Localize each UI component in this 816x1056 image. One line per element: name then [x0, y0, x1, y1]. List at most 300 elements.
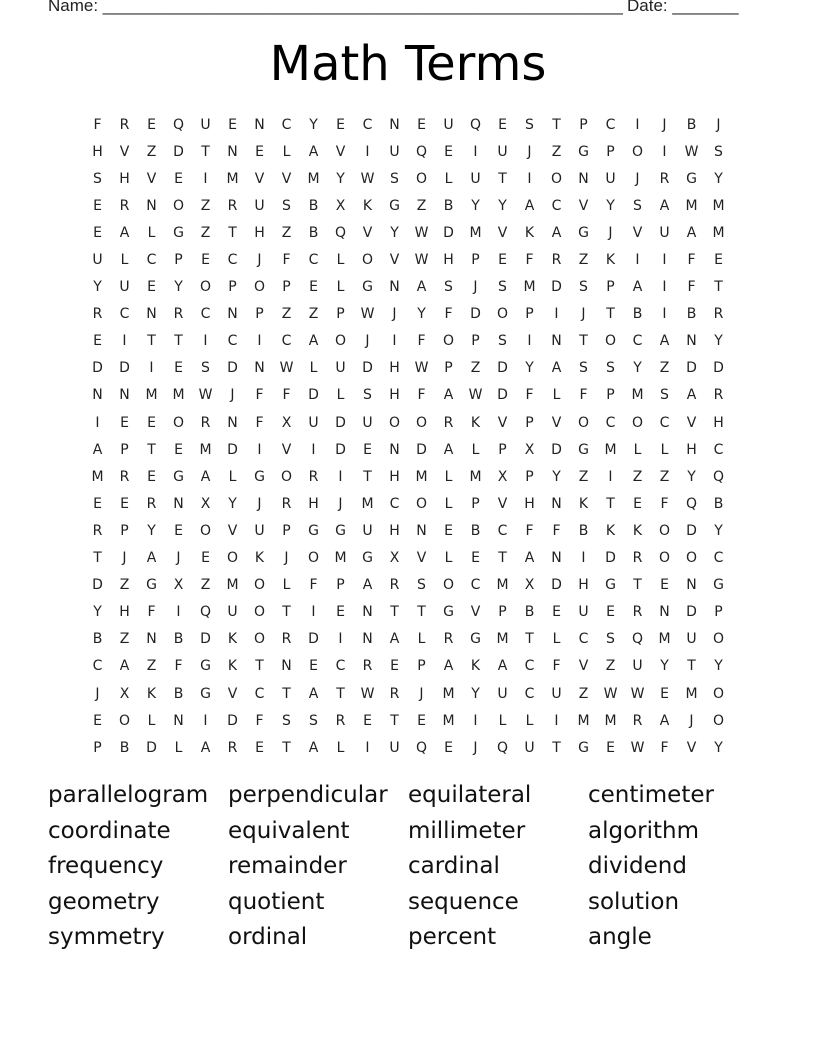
- grid-letter: O: [442, 333, 455, 350]
- grid-letter: Z: [551, 143, 562, 160]
- grid-letter: M: [172, 387, 185, 404]
- grid-letter: M: [604, 712, 617, 729]
- grid-letter: N: [146, 306, 157, 323]
- grid-letter: M: [226, 170, 239, 187]
- grid-letter: O: [388, 414, 401, 431]
- grid-letter: F: [687, 252, 696, 269]
- grid-letter: R: [146, 495, 157, 512]
- grid-letter: L: [336, 279, 345, 296]
- grid-letter: R: [551, 252, 562, 269]
- name-field-label: Name: _______________________________________________________: [48, 0, 623, 15]
- grid-letter: R: [632, 550, 643, 567]
- grid-letter: D: [551, 577, 562, 594]
- grid-letter: O: [712, 631, 725, 648]
- grid-letter: F: [660, 739, 669, 756]
- grid-letter: S: [660, 387, 669, 404]
- grid-letter: G: [470, 631, 481, 648]
- grid-letter: R: [173, 306, 184, 323]
- grid-letter: G: [443, 604, 454, 621]
- grid-letter: V: [578, 658, 589, 675]
- grid-letter: P: [471, 495, 480, 512]
- grid-letter: P: [498, 441, 507, 458]
- grid-letter: E: [174, 360, 183, 377]
- grid-letter: B: [308, 197, 319, 214]
- grid-letter: T: [390, 604, 399, 621]
- grid-letter: U: [389, 143, 400, 160]
- grid-letter: K: [632, 522, 643, 539]
- grid-letter: A: [200, 468, 211, 485]
- word-bank-item: millimeter: [408, 817, 526, 844]
- grid-letter: Y: [714, 739, 723, 756]
- grid-letter: T: [147, 333, 156, 350]
- grid-letter: L: [147, 224, 156, 241]
- grid-letter: O: [334, 333, 347, 350]
- grid-letter: L: [552, 631, 561, 648]
- grid-letter: U: [632, 658, 643, 675]
- grid-letter: M: [685, 197, 698, 214]
- grid-letter: J: [662, 116, 667, 133]
- grid-letter: C: [335, 658, 346, 675]
- grid-letter: A: [92, 441, 103, 458]
- grid-letter: G: [578, 739, 589, 756]
- grid-letter: R: [92, 306, 103, 323]
- grid-letter: E: [255, 143, 264, 160]
- grid-letter: J: [176, 550, 181, 567]
- grid-letter: U: [470, 170, 481, 187]
- grid-letter: C: [578, 631, 589, 648]
- grid-letter: P: [282, 522, 291, 539]
- grid-letter: U: [659, 224, 670, 241]
- grid-letter: H: [713, 414, 724, 431]
- grid-letter: M: [469, 224, 482, 241]
- grid-letter: W: [414, 252, 429, 269]
- grid-letter: Z: [146, 143, 157, 160]
- grid-letter: F: [660, 495, 669, 512]
- grid-letter: U: [200, 116, 211, 133]
- grid-letter: V: [227, 522, 238, 539]
- grid-letter: Y: [336, 170, 345, 187]
- grid-letter: A: [497, 658, 508, 675]
- grid-letter: A: [632, 279, 643, 296]
- grid-letter: C: [281, 116, 292, 133]
- grid-letter: V: [551, 414, 562, 431]
- grid-letter: G: [578, 143, 589, 160]
- grid-letter: J: [581, 306, 586, 323]
- grid-letter: I: [365, 739, 370, 756]
- grid-letter: Z: [605, 658, 616, 675]
- grid-letter: G: [578, 224, 589, 241]
- grid-letter: N: [92, 387, 103, 404]
- grid-letter: O: [658, 550, 671, 567]
- grid-letter: X: [335, 197, 346, 214]
- grid-letter: X: [497, 468, 508, 485]
- grid-letter: D: [146, 739, 157, 756]
- grid-letter: A: [443, 441, 454, 458]
- grid-letter: D: [686, 360, 697, 377]
- grid-letter: L: [525, 712, 534, 729]
- grid-letter: M: [307, 170, 320, 187]
- grid-row: [84, 111, 732, 138]
- grid-letter: G: [578, 441, 589, 458]
- grid-letter: I: [635, 252, 640, 269]
- word-bank-item: ordinal: [228, 924, 308, 951]
- grid-letter: U: [308, 414, 319, 431]
- grid-letter: E: [552, 604, 561, 621]
- grid-letter: D: [497, 387, 508, 404]
- grid-letter: N: [281, 658, 292, 675]
- grid-letter: A: [443, 387, 454, 404]
- grid-letter: C: [119, 306, 130, 323]
- grid-letter: E: [93, 712, 102, 729]
- grid-letter: E: [201, 252, 210, 269]
- grid-letter: I: [176, 604, 181, 621]
- grid-letter: E: [147, 116, 156, 133]
- grid-letter: Q: [469, 116, 482, 133]
- grid-letter: Y: [660, 658, 669, 675]
- grid-letter: J: [284, 550, 289, 567]
- grid-letter: Q: [172, 116, 185, 133]
- grid-letter: C: [92, 658, 103, 675]
- grid-letter: M: [469, 468, 482, 485]
- grid-letter: I: [392, 333, 397, 350]
- grid-row: [84, 572, 732, 599]
- grid-letter: I: [554, 306, 559, 323]
- grid-letter: M: [523, 279, 536, 296]
- grid-letter: G: [335, 522, 346, 539]
- grid-letter: C: [497, 522, 508, 539]
- grid-letter: D: [227, 441, 238, 458]
- grid-letter: V: [119, 143, 130, 160]
- grid-letter: F: [93, 116, 102, 133]
- grid-letter: U: [605, 170, 616, 187]
- grid-letter: Y: [714, 170, 723, 187]
- grid-letter: H: [578, 577, 589, 594]
- grid-letter: E: [147, 468, 156, 485]
- grid-letter: B: [92, 631, 103, 648]
- grid-letter: F: [579, 387, 588, 404]
- grid-letter: M: [685, 685, 698, 702]
- grid-letter: V: [254, 170, 265, 187]
- grid-letter: R: [389, 685, 400, 702]
- grid-letter: W: [414, 224, 429, 241]
- grid-letter: Z: [119, 577, 130, 594]
- grid-letter: O: [604, 333, 617, 350]
- grid-letter: A: [551, 360, 562, 377]
- grid-letter: I: [338, 631, 343, 648]
- grid-letter: P: [336, 306, 345, 323]
- grid-letter: X: [524, 577, 535, 594]
- grid-letter: N: [686, 577, 697, 594]
- grid-letter: A: [200, 739, 211, 756]
- grid-letter: Z: [470, 360, 481, 377]
- grid-letter: K: [470, 658, 481, 675]
- grid-letter: P: [579, 116, 588, 133]
- grid-letter: N: [389, 116, 400, 133]
- grid-letter: T: [255, 658, 264, 675]
- grid-letter: T: [633, 577, 642, 594]
- grid-letter: O: [199, 522, 212, 539]
- grid-letter: E: [336, 604, 345, 621]
- grid-letter: F: [174, 658, 183, 675]
- grid-letter: E: [417, 712, 426, 729]
- grid-row: [84, 246, 732, 273]
- grid-letter: I: [473, 712, 478, 729]
- grid-letter: N: [578, 170, 589, 187]
- grid-letter: Y: [147, 522, 156, 539]
- word-bank-item: geometry: [48, 888, 160, 915]
- grid-letter: C: [308, 252, 319, 269]
- grid-letter: M: [631, 387, 644, 404]
- grid-letter: E: [93, 197, 102, 214]
- grid-letter: N: [551, 550, 562, 567]
- grid-letter: E: [309, 279, 318, 296]
- grid-letter: R: [443, 631, 454, 648]
- grid-letter: L: [498, 712, 507, 729]
- grid-letter: J: [716, 116, 721, 133]
- word-bank-item: frequency: [48, 853, 164, 880]
- grid-letter: M: [361, 495, 374, 512]
- grid-letter: A: [308, 333, 319, 350]
- grid-letter: Y: [93, 279, 102, 296]
- grid-letter: N: [227, 414, 238, 431]
- grid-letter: E: [417, 116, 426, 133]
- grid-letter: V: [416, 550, 427, 567]
- grid-letter: C: [551, 197, 562, 214]
- grid-letter: I: [527, 170, 532, 187]
- grid-letter: G: [146, 577, 157, 594]
- grid-row: [84, 301, 732, 328]
- grid-letter: H: [254, 224, 265, 241]
- grid-letter: I: [203, 712, 208, 729]
- grid-letter: C: [389, 495, 400, 512]
- grid-letter: U: [362, 414, 373, 431]
- grid-letter: T: [390, 712, 399, 729]
- grid-letter: E: [174, 441, 183, 458]
- grid-letter: P: [93, 739, 102, 756]
- grid-letter: E: [660, 577, 669, 594]
- grid-letter: A: [659, 333, 670, 350]
- grid-letter: E: [444, 739, 453, 756]
- grid-letter: E: [93, 495, 102, 512]
- date-field-label: Date: _______: [627, 0, 739, 15]
- grid-letter: L: [444, 550, 453, 567]
- grid-letter: W: [198, 387, 213, 404]
- grid-letter: G: [173, 224, 184, 241]
- grid-letter: O: [631, 143, 644, 160]
- grid-letter: F: [255, 387, 264, 404]
- grid-letter: L: [552, 387, 561, 404]
- grid-letter: K: [227, 658, 238, 675]
- grid-letter: T: [363, 468, 372, 485]
- grid-letter: R: [443, 414, 454, 431]
- grid-letter: H: [119, 604, 130, 621]
- grid-letter: H: [92, 143, 103, 160]
- grid-letter: I: [554, 712, 559, 729]
- grid-row: [84, 382, 732, 409]
- grid-letter: A: [659, 197, 670, 214]
- grid-letter: F: [282, 252, 291, 269]
- grid-letter: Y: [714, 658, 723, 675]
- grid-letter: E: [174, 522, 183, 539]
- grid-letter: O: [172, 414, 185, 431]
- grid-letter: W: [630, 685, 645, 702]
- grid-letter: C: [470, 577, 481, 594]
- grid-letter: F: [147, 604, 156, 621]
- grid-row: [84, 490, 732, 517]
- grid-letter: L: [228, 468, 237, 485]
- grid-letter: D: [227, 360, 238, 377]
- grid-letter: D: [551, 279, 562, 296]
- grid-letter: L: [147, 712, 156, 729]
- grid-row: [84, 436, 732, 463]
- grid-letter: N: [119, 387, 130, 404]
- grid-letter: L: [336, 252, 345, 269]
- grid-letter: F: [255, 712, 264, 729]
- grid-letter: N: [254, 360, 265, 377]
- grid-letter: C: [632, 333, 643, 350]
- grid-letter: L: [471, 441, 480, 458]
- grid-letter: U: [254, 522, 265, 539]
- grid-letter: C: [200, 306, 211, 323]
- grid-letter: M: [496, 631, 509, 648]
- grid-letter: B: [119, 739, 130, 756]
- grid-letter: O: [415, 495, 428, 512]
- grid-letter: H: [524, 495, 535, 512]
- grid-letter: U: [497, 143, 508, 160]
- grid-letter: O: [361, 252, 374, 269]
- grid-letter: V: [281, 170, 292, 187]
- grid-letter: N: [146, 631, 157, 648]
- word-bank-item: sequence: [408, 888, 519, 915]
- grid-letter: O: [118, 712, 131, 729]
- grid-letter: L: [120, 252, 129, 269]
- grid-letter: E: [390, 658, 399, 675]
- grid-row: [84, 138, 732, 165]
- grid-letter: K: [146, 685, 157, 702]
- grid-letter: P: [336, 577, 345, 594]
- grid-letter: N: [227, 306, 238, 323]
- grid-letter: N: [416, 522, 427, 539]
- grid-letter: S: [417, 577, 426, 594]
- grid-letter: C: [227, 252, 238, 269]
- grid-letter: Z: [632, 468, 643, 485]
- grid-letter: I: [608, 468, 613, 485]
- word-bank-item: perpendicular: [228, 782, 388, 808]
- grid-letter: X: [281, 414, 292, 431]
- grid-letter: P: [606, 387, 615, 404]
- grid-letter: G: [713, 577, 724, 594]
- grid-letter: M: [496, 577, 509, 594]
- grid-letter: F: [552, 522, 561, 539]
- grid-letter: I: [257, 333, 262, 350]
- grid-letter: F: [552, 658, 561, 675]
- grid-letter: Y: [552, 468, 561, 485]
- grid-letter: W: [360, 170, 375, 187]
- grid-letter: G: [173, 468, 184, 485]
- grid-letter: E: [471, 550, 480, 567]
- grid-letter: M: [442, 712, 455, 729]
- grid-letter: U: [362, 522, 373, 539]
- grid-letter: A: [119, 224, 130, 241]
- word-bank-item: quotient: [228, 888, 325, 915]
- grid-letter: O: [415, 414, 428, 431]
- grid-letter: P: [525, 414, 534, 431]
- grid-letter: Z: [281, 224, 292, 241]
- grid-letter: A: [362, 577, 373, 594]
- grid-letter: C: [713, 441, 724, 458]
- grid-letter: E: [660, 685, 669, 702]
- grid-letter: L: [282, 577, 291, 594]
- word-bank-item: dividend: [588, 853, 687, 880]
- grid-letter: X: [119, 685, 130, 702]
- grid-letter: S: [579, 360, 588, 377]
- grid-letter: T: [552, 739, 561, 756]
- grid-letter: E: [363, 441, 372, 458]
- grid-letter: Y: [174, 279, 183, 296]
- grid-letter: D: [713, 360, 724, 377]
- grid-letter: I: [95, 414, 100, 431]
- grid-letter: L: [444, 495, 453, 512]
- grid-letter: B: [470, 522, 481, 539]
- grid-letter: W: [603, 685, 618, 702]
- grid-letter: U: [92, 252, 103, 269]
- grid-row: [84, 328, 732, 355]
- grid-letter: X: [200, 495, 211, 512]
- grid-letter: O: [172, 197, 185, 214]
- grid-letter: O: [226, 550, 239, 567]
- grid-letter: S: [201, 360, 210, 377]
- grid-letter: L: [444, 468, 453, 485]
- grid-letter: Z: [578, 685, 589, 702]
- grid-letter: L: [309, 360, 318, 377]
- grid-letter: Z: [416, 197, 427, 214]
- grid-letter: V: [497, 495, 508, 512]
- grid-letter: M: [145, 387, 158, 404]
- word-bank-item: centimeter: [588, 782, 714, 808]
- grid-letter: P: [228, 279, 237, 296]
- grid-letter: P: [417, 658, 426, 675]
- grid-letter: O: [280, 468, 293, 485]
- grid-letter: Z: [308, 306, 319, 323]
- grid-letter: V: [497, 224, 508, 241]
- grid-letter: L: [336, 739, 345, 756]
- grid-letter: R: [227, 739, 238, 756]
- grid-letter: Q: [199, 604, 212, 621]
- grid-letter: B: [686, 306, 697, 323]
- grid-letter: Y: [471, 197, 480, 214]
- grid-letter: X: [173, 577, 184, 594]
- grid-letter: R: [119, 468, 130, 485]
- grid-letter: U: [119, 279, 130, 296]
- grid-letter: Q: [685, 495, 698, 512]
- grid-letter: T: [606, 306, 615, 323]
- grid-letter: J: [95, 685, 100, 702]
- grid-letter: G: [362, 550, 373, 567]
- grid-letter: I: [203, 170, 208, 187]
- page-title: Math Terms: [269, 36, 547, 92]
- grid-letter: W: [630, 739, 645, 756]
- grid-letter: T: [201, 143, 210, 160]
- grid-letter: Z: [659, 360, 670, 377]
- grid-letter: V: [497, 414, 508, 431]
- grid-letter: F: [255, 414, 264, 431]
- grid-letter: E: [147, 279, 156, 296]
- grid-letter: P: [282, 279, 291, 296]
- grid-letter: V: [146, 170, 157, 187]
- grid-letter: D: [605, 550, 616, 567]
- grid-letter: Z: [146, 658, 157, 675]
- grid-letter: E: [714, 252, 723, 269]
